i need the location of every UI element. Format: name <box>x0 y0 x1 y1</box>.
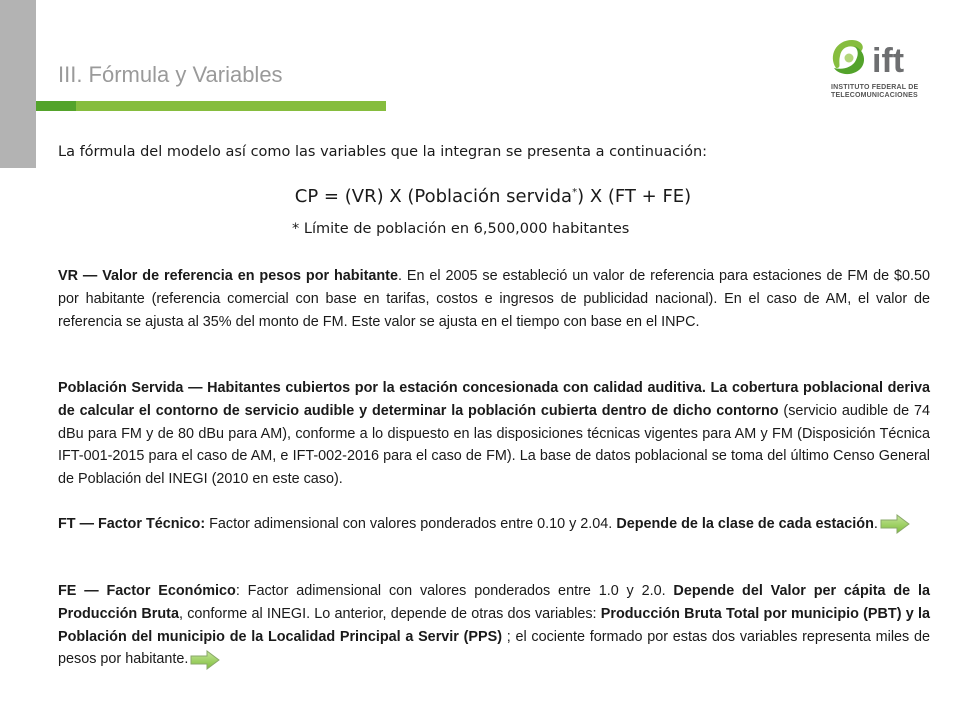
ft-heading: FT — Factor Técnico: <box>58 516 206 532</box>
page-title: III. Fórmula y Variables <box>58 62 283 87</box>
ps-definition <box>58 377 930 491</box>
formula-left: CP = (VR) X (Población servida <box>294 186 573 207</box>
title-underline-dark <box>36 101 76 111</box>
ift-swirl-icon <box>833 40 864 74</box>
left-decor-bar <box>0 0 36 168</box>
right-arrow-icon[interactable] <box>190 649 220 671</box>
formula-sup: * <box>572 187 578 198</box>
intro-text: La fórmula del modelo así como las variables que la integran se presenta a continuación: <box>58 144 708 160</box>
logo-line-2: TELECOMUNICACIONES <box>831 92 918 99</box>
vr-body: . En el 2005 se estableció un valor de referencia para estaciones de FM de $0.50 por habitante (referencia comercial con base en tarifas, costos e ingresos de publicidad nacional). En el caso de AM, el valor de referencia se ajusta al 35% del monto de FM. Este valor se ajusta en el tiempo con base en el INPC. <box>58 268 930 330</box>
ift-wordmark: ift <box>872 42 905 80</box>
right-arrow-icon[interactable] <box>880 513 910 535</box>
logo-institution-name <box>831 84 941 100</box>
ft-period: . <box>873 516 878 532</box>
ft-body: Factor adimensional con valores ponderados entre 0.10 y 2.04. <box>205 516 617 532</box>
title-underline-light <box>76 101 386 111</box>
vr-definition <box>58 265 930 333</box>
ft-definition <box>58 513 930 536</box>
formula-footnote: * Límite de población en 6,500,000 habitantes <box>292 221 630 237</box>
ft-dependency: Depende de la clase de cada estación <box>616 516 874 532</box>
fe-body-1: : Factor adimensional con valores ponderados entre 1.0 y 2.0. <box>235 583 674 599</box>
formula-right: ) X (FT + FE) <box>577 186 692 207</box>
fe-variables: Producción Bruta Total por municipio (PBT) y la Población del municipio de la Localidad Principal a Servir (PPS) <box>58 605 930 645</box>
logo-line-1: INSTITUTO FEDERAL DE <box>831 84 919 91</box>
fe-body-2: , conforme al INEGI. Lo anterior, depende de otras dos variables: <box>178 605 601 622</box>
fe-body-3: ; el cociente formado por estas dos variables representa miles de pesos por habitante. <box>58 628 930 668</box>
fe-definition <box>58 580 930 671</box>
ps-heading: Población Servida — Habitantes cubiertos por la estación concesionada con calidad auditiva. La cobertura poblacional deriva de calcular el contorno de servicio audible y determinar la población cubierta dentro de dicho contorno <box>58 380 930 419</box>
fe-dependency: Depende del Valor per cápita de la Producción Bruta <box>58 583 930 622</box>
ps-body: (servicio audible de 74 dBu para FM y de 80 dBu para AM), conforme a lo dispuesto en las disposiciones técnicas vigentes para AM y FM (Disposición Técnica IFT-001-2015 para el caso de AM, e IFT-002-2016 para el caso de FM). La base de datos poblacional se toma del último Censo General de Población del INEGI (2010 en este caso). <box>58 402 931 488</box>
vr-heading: VR — Valor de referencia en pesos por habitante <box>58 268 398 284</box>
fe-heading: FE — Factor Económico <box>58 583 236 599</box>
formula <box>0 186 960 207</box>
